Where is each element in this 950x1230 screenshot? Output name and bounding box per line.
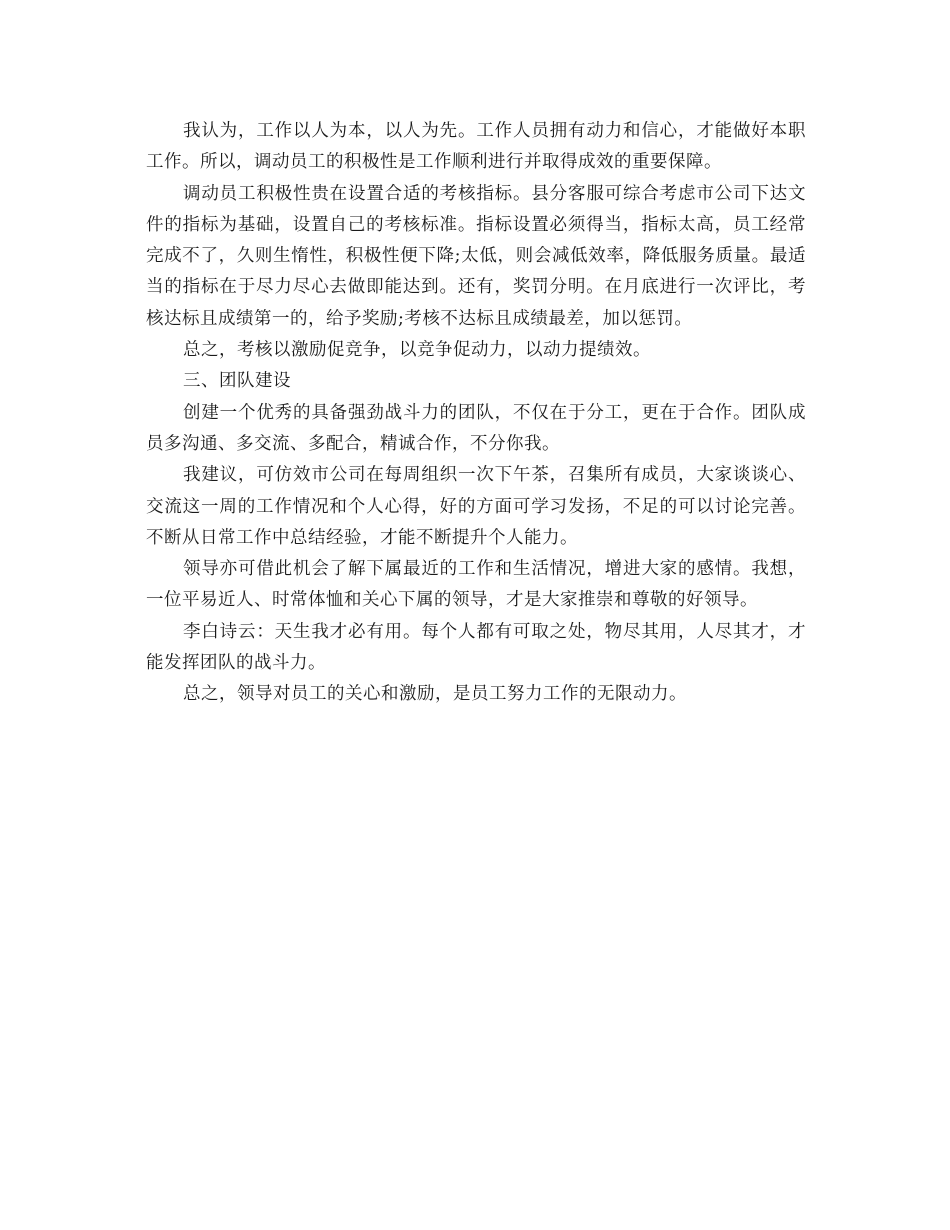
paragraph-assessment-indicators: 调动员工积极性贵在设置合适的考核指标。县分客服可综合考虑市公司下达文件的指标为基础，设置自己的考核标准。指标设置必须得当，指标太高，员工经常完成不了，久则生惰性，积极性便下降;太低，则会减低效率，降低服务质量。最适当的指标在于尽力尽心去做即能达到。还有，奖罚分明。在月底进行一次评比，考核达标且成绩第一的，给予奖励;考核不达标且成绩最差，加以惩罚。 — [146, 183, 806, 329]
paragraph-afternoon-tea-suggestion: 我建议，可仿效市公司在每周组织一次下午茶，召集所有成员，大家谈谈心、交流这一周的工作情况和个人心得，好的方面可学习发扬，不足的可以讨论完善。不断从日常工作中总结经验，才能不断提升个人能力。 — [146, 465, 806, 548]
paragraph-employee-motivation: 我认为，工作以人为本，以人为先。工作人员拥有动力和信心，才能做好本职工作。所以，调动员工的积极性是工作顺利进行并取得成效的重要保障。 — [146, 121, 806, 173]
paragraph-team-cooperation: 创建一个优秀的具备强劲战斗力的团队，不仅在于分工，更在于合作。团队成员多沟通、多交流、多配合，精诚合作，不分你我。 — [146, 402, 806, 454]
section-heading-team-building: 三、团队建设 — [183, 371, 291, 392]
document-body — [146, 116, 806, 711]
paragraph-assessment-summary: 总之，考核以激励促竞争，以竞争促动力，以动力提绩效。 — [183, 340, 651, 361]
paragraph-leader-care: 领导亦可借此机会了解下属最近的工作和生活情况，增进大家的感情。我想，一位平易近人、时常体恤和关心下属的领导，才是大家推崇和尊敬的好领导。 — [146, 559, 806, 611]
paragraph-li-bai-quote: 李白诗云：天生我才必有用。每个人都有可取之处，物尽其用，人尽其才，才能发挥团队的战斗力。 — [146, 621, 806, 674]
paragraph-conclusion: 总之，领导对员工的关心和激励，是员工努力工作的无限动力。 — [183, 684, 687, 705]
